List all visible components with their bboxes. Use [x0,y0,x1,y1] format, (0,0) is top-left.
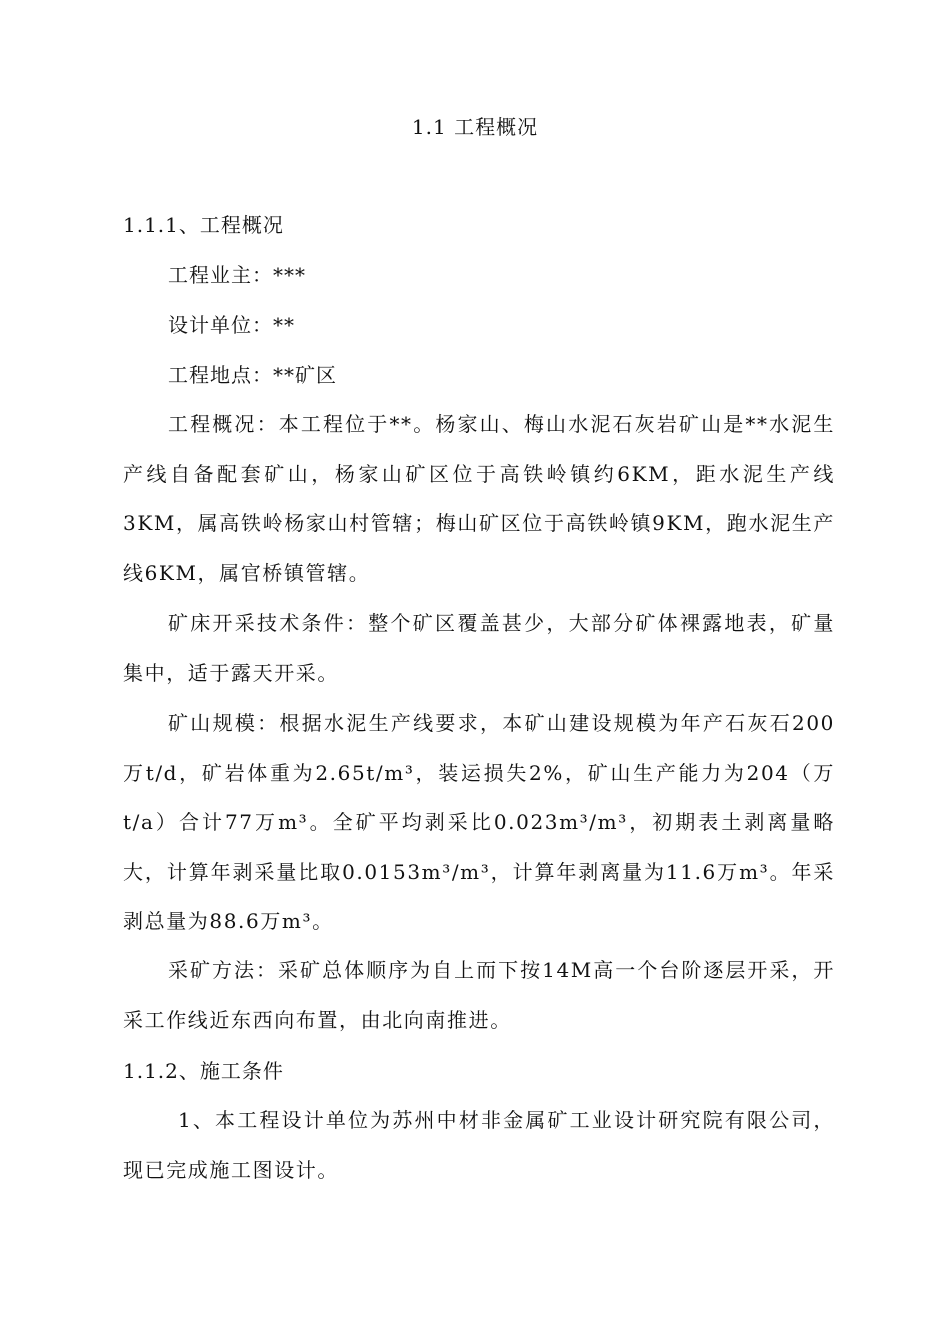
paragraph-method: 采矿方法：采矿总体顺序为自上而下按14M高一个台阶逐层开采，开采工作线近东西向布置，由北向南推进。 [123,958,835,1032]
document-title: 1.1 工程概况 [411,115,539,139]
paragraph-scale: 矿山规模：根据水泥生产线要求，本矿山建设规模为年产石灰石200万t/d，矿岩体重为2.65t/m³，装运损失2%，矿山生产能力为204（万t/a）合计77万m³。全矿平均剥采比0.023m³/m³，初期表土剥离量略大，计算年剥采量比取0.0153m³/m³，计算年剥离量为11.6万m³。年采剥总量为88.6万m³。 [123,711,835,933]
paragraph-mining-conditions: 矿床开采技术条件：整个矿区覆盖甚少，大部分矿体裸露地表，矿量集中，适于露天开采。 [123,611,835,685]
section-heading-1-1-2: 1.1.2、施工条件 [123,1059,284,1083]
paragraph-overview: 工程概况：本工程位于**。杨家山、梅山水泥石灰岩矿山是**水泥生产线自备配套矿山，杨家山矿区位于高铁岭镇约6KM，距水泥生产线3KM，属高铁岭杨家山村管辖；梅山矿区位于高铁岭镇9KM，跑水泥生产线6KM，属官桥镇管辖。 [123,412,835,585]
field-location: 工程地点：**矿区 [168,363,337,387]
section-heading-1-1-1: 1.1.1、工程概况 [123,213,284,237]
paragraph-condition-item-1: 1、本工程设计单位为苏州中材非金属矿工业设计研究院有限公司，现已完成施工图设计。 [123,1108,835,1182]
field-owner: 工程业主：*** [168,263,306,287]
field-designer: 设计单位：** [168,313,295,337]
